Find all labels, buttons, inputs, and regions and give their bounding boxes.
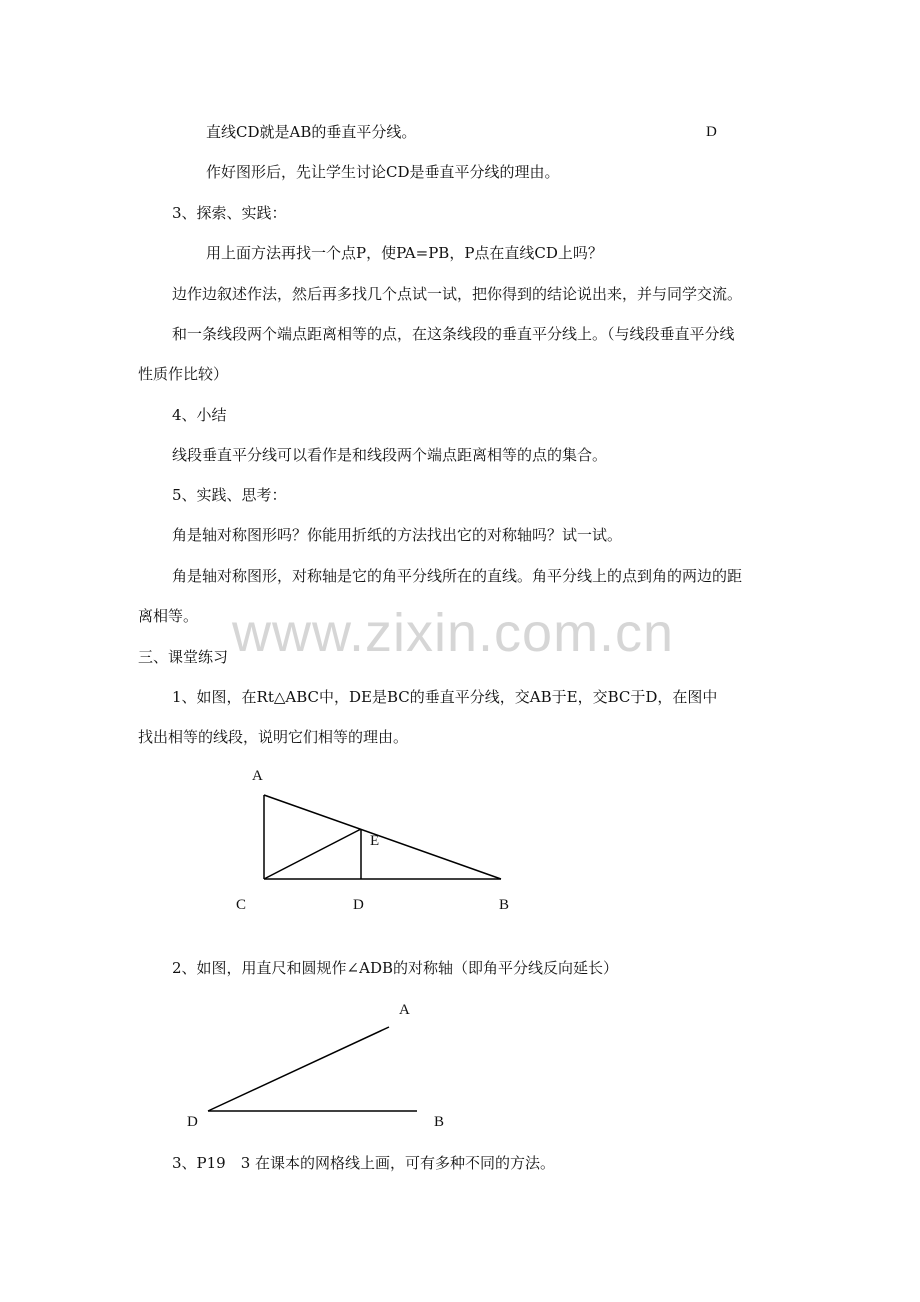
fig1-label-e: E <box>370 833 380 849</box>
section-heading-5: 5、实践、思考： <box>172 486 287 504</box>
label-d-top: D <box>706 124 717 140</box>
text-line-7: 性质作比较） <box>138 365 229 383</box>
segment-ab <box>264 795 501 879</box>
text-line-13: 离相等。 <box>138 607 199 625</box>
ray-da <box>208 1027 389 1111</box>
text-line-2: 作好图形后，先让学生讨论CD是垂直平分线的理由。 <box>206 163 560 181</box>
section-heading-practice: 三、课堂练习 <box>138 648 229 666</box>
text-line-11: 角是轴对称图形吗？你能用折纸的方法找出它的对称轴吗？试一试。 <box>172 526 623 544</box>
exercise-2-line: 2、如图，用直尺和圆规作∠ADB的对称轴（即角平分线反向延长） <box>172 959 618 977</box>
figure-1-triangle <box>264 795 501 879</box>
fig1-label-c: C <box>236 897 247 913</box>
fig2-label-d: D <box>187 1114 198 1130</box>
fig2-label-b: B <box>434 1114 445 1130</box>
exercise-3-line: 3、P19 3 在课本的网格线上画，可有多种不同的方法。 <box>172 1154 556 1172</box>
section-heading-4: 4、小结 <box>172 406 227 424</box>
section-heading-3: 3、探索、实践： <box>172 204 287 222</box>
text-line-5: 边作边叙述作法，然后再多找几个点试一试，把你得到的结论说出来，并与同学交流。 <box>172 285 743 303</box>
exercise-1-line-1: 1、如图，在Rt△ABC中，DE是BC的垂直平分线，交AB于E，交BC于D，在图中 <box>172 688 718 706</box>
text-line-6: 和一条线段两个端点距离相等的点，在这条线段的垂直平分线上。（与线段垂直平分线 <box>172 325 735 343</box>
text-line-9: 线段垂直平分线可以看作是和线段两个端点距离相等的点的集合。 <box>172 446 608 464</box>
figure-2-angle <box>208 1027 417 1111</box>
text-line-12: 角是轴对称图形，对称轴是它的角平分线所在的直线。角平分线上的点到角的两边的距 <box>172 567 743 585</box>
segment-ce <box>264 829 361 879</box>
text-line-1: 直线CD就是AB的垂直平分线。 <box>206 123 417 141</box>
exercise-1-line-2: 找出相等的线段，说明它们相等的理由。 <box>138 728 409 746</box>
watermark: www.zixin.com.cn <box>232 603 675 663</box>
text-line-4: 用上面方法再找一个点P，使PA=PB，P点在直线CD上吗？ <box>206 244 603 262</box>
fig2-label-a: A <box>399 1002 410 1018</box>
fig1-label-d: D <box>353 897 364 913</box>
fig1-label-b: B <box>499 897 510 913</box>
fig1-label-a: A <box>252 768 263 784</box>
